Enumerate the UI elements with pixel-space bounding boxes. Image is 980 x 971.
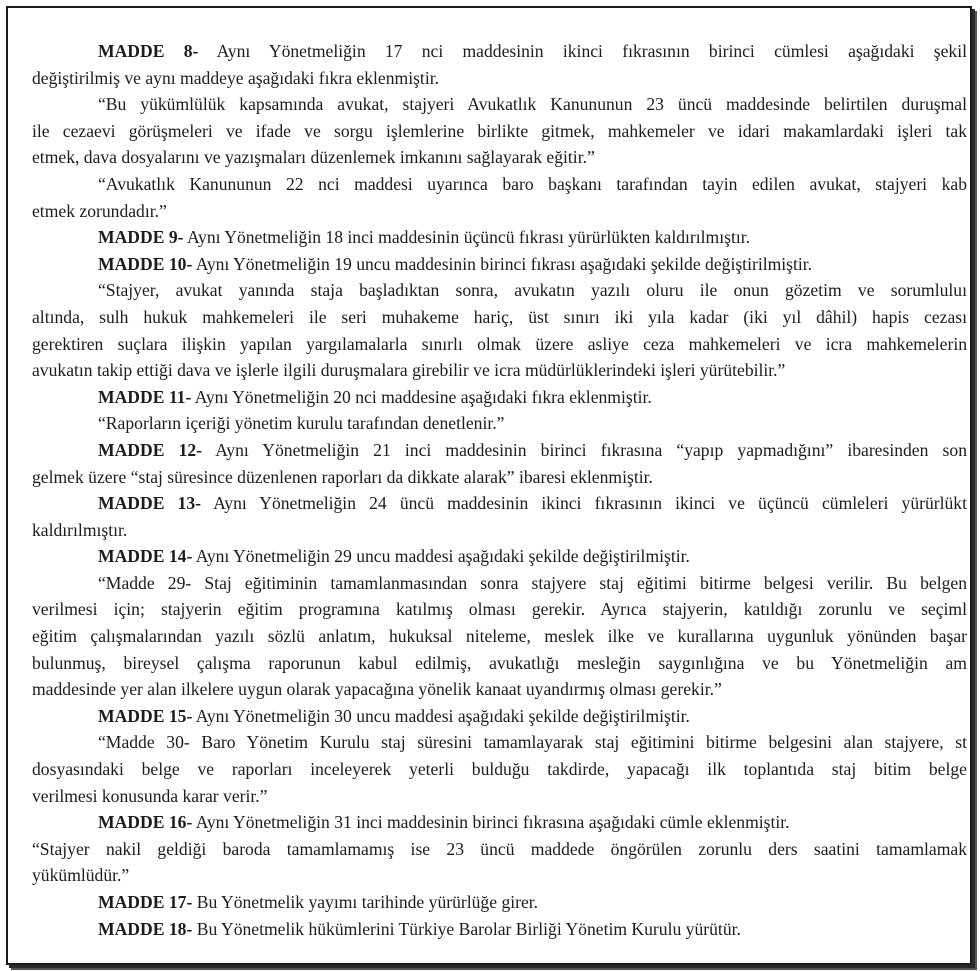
- line-text: Aynı Yönetmeliğin 21 inci maddesinin birinci fıkrasına “yapıp yapmadığını” ibaresinden son: [202, 439, 967, 460]
- article-label: MADDE 16-: [98, 812, 193, 833]
- text-line: [32, 38, 967, 65]
- text-line: [32, 596, 967, 623]
- quoted-paragraph: [32, 570, 967, 703]
- text-line: [32, 729, 967, 756]
- line-text: “Stajyer, avukat yanında staja başladıktan sonra, avukatın yazılı oluru ile onun gözetim ve sorumluluı: [98, 280, 967, 301]
- quoted-paragraph: [32, 410, 967, 437]
- line-text: Aynı Yönetmeliğin 29 uncu maddesi aşağıdaki şekilde değiştirilmiştir.: [192, 546, 690, 567]
- text-line: [32, 783, 967, 810]
- line-text: “Raporların içeriği yönetim kurulu tarafından denetlenir.”: [98, 413, 505, 434]
- line-text: Aynı Yönetmeliğin 24 üncü maddesinin ikinci fıkrasının ikinci ve üçüncü cümleleri yürürlükt: [201, 493, 967, 514]
- article-paragraph: [32, 437, 967, 490]
- line-text: gerektiren suçlara ilişkin yapılan yargılamalarla sınırlı olmak üzere asliye ceza mahkemeleri ve icra mahkemelerin: [32, 333, 967, 354]
- line-text: “Madde 29- Staj eğitiminin tamamlanmasından sonra stajyere staj eğitimi bitirme belgesi verilir. Bu belgen: [98, 572, 967, 593]
- text-line: [32, 357, 967, 384]
- article-paragraph: [32, 384, 967, 411]
- article-label: MADDE 11-: [98, 386, 192, 407]
- line-text: dosyasındaki belge ve raporları inceleyerek yeterli bulduğu takdirde, yapacağı ilk toplantıda staj bitim belge: [32, 759, 967, 780]
- line-text: etmek zorundadır.”: [32, 200, 167, 221]
- text-line: [32, 756, 967, 783]
- text-line: [32, 91, 967, 118]
- article-label: MADDE 12-: [98, 439, 203, 460]
- line-text: Aynı Yönetmeliğin 17 nci maddesinin ikinci fıkrasının birinci cümlesi aşağıdaki şekil: [198, 41, 967, 61]
- line-text: Aynı Yönetmeliğin 30 uncu maddesi aşağıdaki şekilde değiştirilmiştir.: [192, 705, 690, 726]
- text-line: [32, 251, 967, 278]
- text-line: [32, 809, 967, 836]
- text-line: [32, 144, 967, 171]
- text-line: [32, 836, 967, 863]
- text-line: [32, 464, 967, 491]
- text-line: [32, 410, 967, 437]
- line-text: Aynı Yönetmeliğin 18 inci maddesinin üçüncü fıkrası yürürlükten kaldırılmıştır.: [183, 227, 751, 248]
- text-line: [32, 889, 967, 916]
- text-line: [32, 277, 967, 304]
- line-text: Bu Yönetmelik hükümlerini Türkiye Barolar Birliği Yönetim Kurulu yürütür.: [192, 918, 741, 939]
- article-paragraph: [32, 490, 967, 543]
- line-text: “Bu yükümlülük kapsamında avukat, stajyeri Avukatlık Kanununun 23 üncü maddesinde belirtilen duruşmal: [98, 94, 967, 115]
- article-label: MADDE 17-: [98, 892, 193, 912]
- quoted-paragraph: [32, 277, 967, 383]
- line-text: verilmesi konusunda karar verir.”: [32, 785, 268, 806]
- text-line: [32, 650, 967, 677]
- article-label: MADDE 9-: [98, 227, 184, 248]
- text-line: [32, 703, 967, 730]
- text-line: [32, 304, 967, 331]
- line-text: yükümlüdür.”: [32, 865, 130, 886]
- line-text: bulunmuş, bireysel çalışma raporunun kabul edilmiş, avukatlığı mesleğin saygınlığına ve bu Yönetmeliğin am: [32, 652, 967, 673]
- text-line: [32, 118, 967, 145]
- line-text: ile cezaevi görüşmeleri ve ifade ve sorgu işlemlerine birlikte gitmek, mahkemeler ve idari makamlardaki işleri tak: [32, 120, 967, 141]
- document-frame: [6, 6, 972, 965]
- text-line: [32, 676, 967, 703]
- line-text: eğitim çalışmalarından yazılı sözlü anlatım, hukuksal niteleme, meslek ilke ve kurallarına uygunluk yönünden başar: [32, 626, 967, 647]
- line-text: etmek, dava dosyalarını ve yazışmaları düzenlemek imkanını sağlayarak eğitir.”: [32, 147, 595, 168]
- line-text: avukatın takip ettiği dava ve işlerle ilgili duruşmalara girebilir ve icra müdürlüklerindeki işleri yürütebilir.”: [32, 360, 786, 381]
- article-paragraph: [32, 916, 967, 943]
- article-label: MADDE 13-: [98, 493, 202, 514]
- text-line: [32, 862, 967, 889]
- article-paragraph: [32, 543, 967, 570]
- quoted-paragraph: [32, 91, 967, 171]
- line-text: “Stajyer nakil geldiği baroda tamamlamamış ise 23 üncü maddede öngörülen zorunlu ders saatini tamamlamak: [32, 838, 967, 859]
- text-line: [32, 437, 967, 464]
- article-paragraph: [32, 251, 967, 278]
- text-line: [32, 570, 967, 597]
- article-paragraph: [32, 224, 967, 251]
- line-text: Aynı Yönetmeliğin 31 inci maddesinin birinci fıkrasına aşağıdaki cümle eklenmiştir.: [192, 812, 790, 833]
- line-text: Bu Yönetmelik yayımı tarihinde yürürlüğe girer.: [192, 892, 539, 912]
- article-paragraph: [32, 809, 967, 836]
- text-line: [32, 916, 967, 943]
- text-line: [32, 65, 967, 92]
- line-text: Aynı Yönetmeliğin 19 uncu maddesinin birinci fıkrası aşağıdaki şekilde değiştirilmiştir.: [192, 253, 813, 274]
- text-line: [32, 198, 967, 225]
- article-label: MADDE 10-: [98, 253, 193, 274]
- article-paragraph: [32, 38, 967, 91]
- article-label: MADDE 8-: [98, 41, 199, 61]
- line-text: Aynı Yönetmeliğin 20 nci maddesine aşağıdaki fıkra eklenmiştir.: [191, 386, 652, 407]
- line-text: verilmesi için; stajyerin eğitim programına katılmış olması gerekir. Ayrıca stajyerin, katıldığı zorunlu ve seçiml: [32, 599, 967, 620]
- text-line: [32, 384, 967, 411]
- quoted-paragraph: [32, 729, 967, 809]
- text-line: [32, 623, 967, 650]
- article-label: MADDE 15-: [98, 705, 193, 726]
- text-line: [32, 517, 967, 544]
- text-line: [32, 224, 967, 251]
- text-line: [32, 171, 967, 198]
- text-line: [32, 490, 967, 517]
- line-text: maddesinde yer alan ilkelere uygun olarak yapacağına yönelik kanaat uyandırmış olması gerekir.”: [32, 679, 722, 700]
- line-text: gelmek üzere “staj süresince düzenlenen raporları da dikkate alarak” ibaresi eklenmiştir.: [32, 466, 653, 487]
- article-label: MADDE 14-: [98, 546, 193, 567]
- quoted-paragraph: [32, 171, 967, 224]
- line-text: altında, sulh hukuk mahkemeleri ile seri muhakeme hariç, üst sınırı iki yıla kadar (iki yıl dâhil) hapis cezası: [32, 306, 967, 327]
- quoted-paragraph: [32, 836, 967, 889]
- line-text: “Avukatlık Kanununun 22 nci maddesi uyarınca baro başkanı tarafından tayin edilen avukat, stajyeri kab: [98, 173, 967, 194]
- article-label: MADDE 18-: [98, 918, 193, 939]
- article-paragraph: [32, 703, 967, 730]
- line-text: “Madde 30- Baro Yönetim Kurulu staj süresini tamamlayarak staj eğitimini bitirme belgesini alan stajyere, st: [98, 732, 967, 753]
- text-line: [32, 543, 967, 570]
- text-line: [32, 331, 967, 358]
- line-text: kaldırılmıştır.: [32, 519, 128, 540]
- article-paragraph: [32, 889, 967, 916]
- line-text: değiştirilmiş ve aynı maddeye aşağıdaki fıkra eklenmiştir.: [32, 67, 439, 88]
- document-body: [32, 38, 967, 942]
